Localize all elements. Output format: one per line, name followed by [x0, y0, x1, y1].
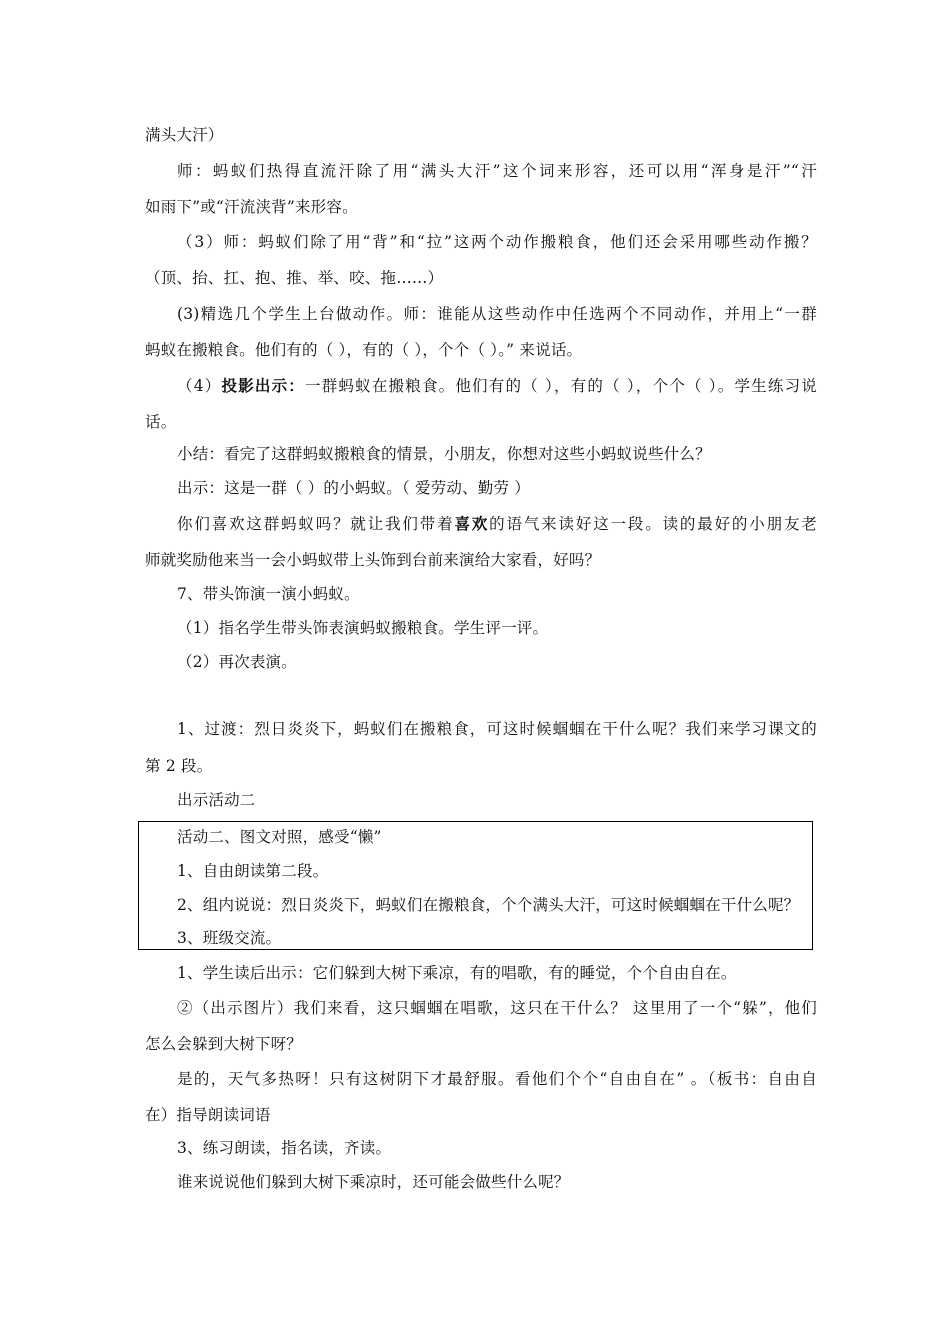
- bold-text: 投影出示：: [221, 376, 306, 395]
- text-segment: （4）: [177, 377, 222, 395]
- text-line: 如雨下”或“汗流浃背”来形容。: [145, 198, 358, 216]
- text-line: （2）再次表演。: [177, 653, 297, 671]
- text-line: （3）师：蚂蚁们除了用“背”和“拉”这两个动作搬粮食，他们还会采用哪些动作搬？: [177, 233, 817, 251]
- text-line: 小结：看完了这群蚂蚁搬粮食的情景，小朋友，你想对这些小蚂蚁说些什么？: [177, 445, 711, 463]
- text-line: 1、学生读后出示：它们躲到大树下乘凉，有的唱歌，有的睡觉，个个自由自在。: [177, 964, 737, 982]
- text-segment: 的语气来读好这一段。读的最好的小朋友老: [489, 515, 817, 533]
- activity-item: 3、班级交流。: [177, 929, 282, 947]
- text-line: 是的，天气多热呀！只有这树阴下才最舒服。看他们个个“自由自在” 。（板书：自由自: [177, 1070, 817, 1088]
- text-line: 7、带头饰演一演小蚂蚁。: [177, 585, 360, 603]
- text-line: 蚂蚁在搬粮食。他们有的（ ），有的（ ），个个（ ）。” 来说话。: [145, 341, 583, 359]
- text-line: 出示：这是一群（ ）的小蚂蚁。（ 爱劳动、勤劳 ）: [177, 479, 531, 497]
- text-line: 满头大汗）: [145, 126, 224, 144]
- activity-title: 活动二、图文对照，感受“懒”: [177, 828, 382, 846]
- text-line: [177, 514, 817, 534]
- text-line: 怎么会躲到大树下呀？: [145, 1035, 303, 1053]
- text-line: 出示活动二: [177, 791, 256, 809]
- text-line: （1）指名学生带头饰表演蚂蚁搬粮食。学生评一评。: [177, 619, 549, 637]
- text-line: (3)精选几个学生上台做动作。师：谁能从这些动作中任选两个不同动作，并用上“一群: [177, 305, 817, 323]
- text-segment: 一群蚂蚁在搬粮食。他们有的（ ），有的（ ），个个（ ）。学生练习说: [305, 377, 817, 395]
- text-line: ②（出示图片）我们来看，这只蝈蝈在唱歌，这只在干什么？ 这里用了一个“躲”，他们: [177, 999, 817, 1017]
- text-line: （顶、抬、扛、抱、推、举、咬、拖……）: [145, 269, 444, 287]
- text-line: 话。: [145, 413, 177, 431]
- text-line: [177, 376, 817, 396]
- text-line: 在）指导朗读词语: [145, 1106, 271, 1124]
- text-segment: 你们喜欢这群蚂蚁吗？就让我们带着: [177, 515, 455, 533]
- activity-item: 2、组内说说：烈日炎炎下，蚂蚁们在搬粮食，个个满头大汗，可这时候蝈蝈在干什么呢？: [177, 896, 800, 914]
- text-line: 谁来说说他们躲到大树下乘凉时，还可能会做些什么呢？: [177, 1173, 570, 1191]
- text-line: 3、练习朗读，指名读，齐读。: [177, 1139, 392, 1157]
- text-line: 第 2 段。: [145, 757, 213, 775]
- text-line: 1、过渡：烈日炎炎下，蚂蚁们在搬粮食，可这时候蝈蝈在干什么呢？我们来学习课文的: [177, 720, 817, 738]
- activity-box: [138, 821, 813, 950]
- bold-text: 喜欢: [454, 514, 490, 533]
- activity-item: 1、自由朗读第二段。: [177, 862, 329, 880]
- text-line: 师：蚂蚁们热得直流汗除了用“满头大汗”这个词来形容，还可以用“浑身是汗”“汗: [177, 162, 817, 180]
- text-line: 师就奖励他来当一会小蚂蚁带上头饰到台前来演给大家看，好吗？: [145, 551, 601, 569]
